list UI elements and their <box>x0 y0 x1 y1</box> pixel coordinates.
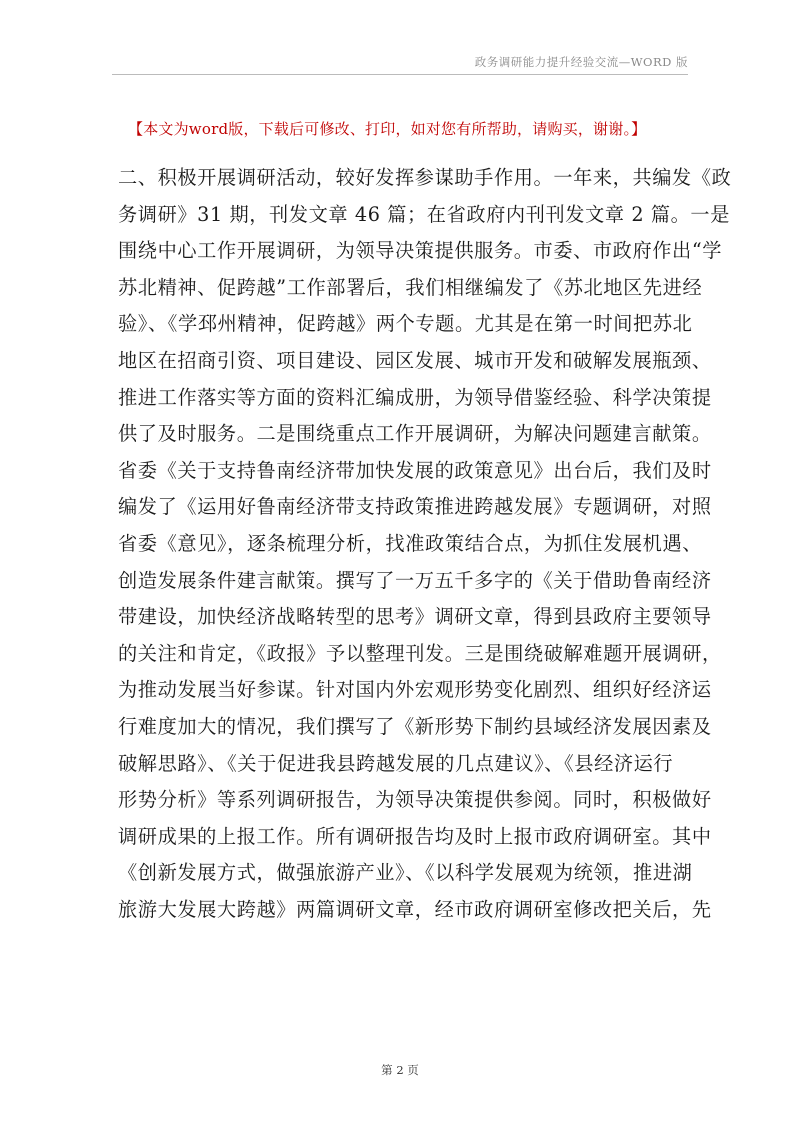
download-notice: 【本文为word版，下载后可修改、打印，如对您有所帮助，请购买，谢谢。】 <box>128 120 647 138</box>
text-line: 的关注和肯定，《政报》予以整理刊发。三是围绕破解难题开展调研， <box>118 641 722 665</box>
text-line: 省委《关于支持鲁南经济带加快发展的政策意见》出台后，我们及时 <box>118 458 712 482</box>
text-line: 行难度加大的情况，我们撰写了《新形势下制约县域经济发展因素及 <box>118 714 712 738</box>
text-line: 形势分析》等系列调研报告，为领导决策提供参阅。同时，积极做好 <box>118 788 712 812</box>
text-line: 二、积极开展调研活动，较好发挥参谋助手作用。一年来，共编发《政 <box>118 166 732 189</box>
text-line: 破解思路》、《关于促进我县跨越发展的几点建议》、《县经济运行 <box>118 751 674 775</box>
text-line: 为推动发展当好参谋。针对国内外宏观形势变化剧烈、组织好经济运 <box>118 678 712 702</box>
text-line: 调研成果的上报工作。所有调研报告均及时上报市政府调研室。其中 <box>118 824 712 848</box>
page-number: 第 2 页 <box>381 1063 419 1077</box>
text-line: 地区在招商引资、项目建设、园区发展、城市开发和破解发展瓶颈、 <box>118 348 712 372</box>
text-line: 省委《意见》，逐条梳理分析，找准政策结合点，为抓住发展机遇、 <box>118 531 703 555</box>
text-line: 编发了《运用好鲁南经济带支持政策推进跨越发展》专题调研，对照 <box>118 495 712 519</box>
text-line: 创造发展条件建言献策。撰写了一万五千多字的《关于借助鲁南经济 <box>118 568 712 592</box>
text-line: 旅游大发展大跨越》两篇调研文章，经市政府调研室修改把关后，先 <box>118 897 712 921</box>
text-line: 围绕中心工作开展调研，为领导决策提供服务。市委、市政府作出“学 <box>118 239 723 263</box>
text-line: 带建设，加快经济战略转型的思考》调研文章，得到县政府主要领导 <box>118 605 712 629</box>
text-line: 苏北精神、促跨越”工作部署后，我们相继编发了《苏北地区先进经 <box>118 275 703 299</box>
body-paragraph <box>118 160 732 928</box>
running-header: 政务调研能力提升经验交流—WORD 版 <box>474 55 688 69</box>
text-line: 验》、《学邳州精神，促跨越》两个专题。尤其是在第一时间把苏北 <box>118 312 693 336</box>
header-divider <box>112 74 688 75</box>
text-line: 务调研》31 期，刊发文章 46 篇；在省政府内刊刊发文章 2 篇。一是 <box>118 202 731 226</box>
text-line: 《创新发展方式，做强旅游产业》、《以科学发展观为统领，推进湖 <box>118 861 693 885</box>
text-line: 推进工作落实等方面的资料汇编成册，为领导借鉴经验、科学决策提 <box>118 385 712 409</box>
text-line: 供了及时服务。二是围绕重点工作开展调研，为解决问题建言献策。 <box>118 422 712 446</box>
